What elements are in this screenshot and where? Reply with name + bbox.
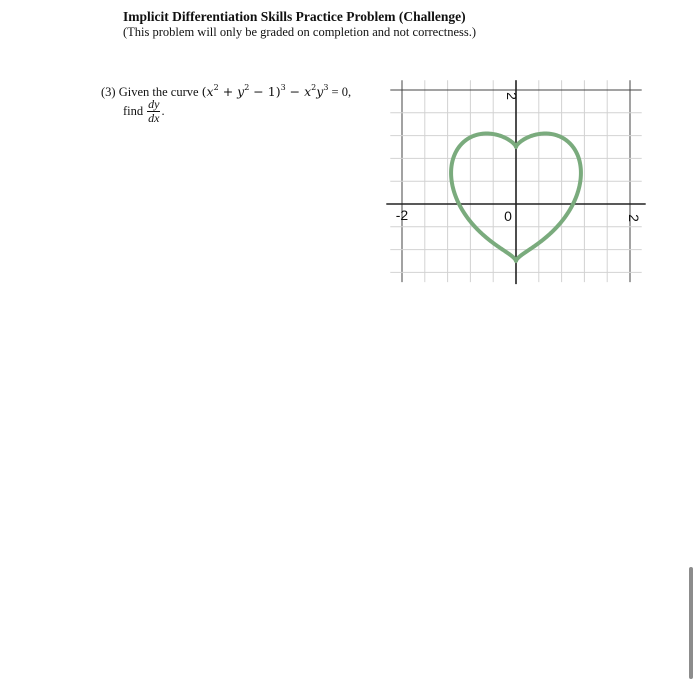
vertical-scrollbar[interactable] (689, 567, 693, 679)
tick-label-origin: 0 (504, 208, 512, 224)
heart-curve-graph (389, 78, 642, 278)
find-label: find (123, 104, 144, 118)
tick-label-x-neg-2: -2 (395, 207, 409, 223)
tick-label-y-pos-2: 2 (504, 92, 520, 100)
tick-label-x-pos-2: 2 (626, 214, 642, 222)
problem-question (123, 98, 165, 125)
sentence-period: . (161, 104, 165, 118)
fraction-denominator: dx (148, 111, 160, 125)
equation-rhs: = 0, (331, 85, 352, 99)
fraction-numerator: dy (148, 97, 160, 111)
curve-equation: $(x^2 + y^2 - 1)^3 - x^2y^3$ (201, 83, 329, 99)
page-subtitle: (This problem will only be graded on completion and not correctness.) (123, 25, 477, 39)
graph-svg (389, 78, 642, 273)
problem-intro: Given the curve (118, 85, 199, 99)
page-title: Implicit Differentiation Skills Practice Problem (Challenge) (123, 9, 466, 24)
problem-number: (3) (101, 85, 116, 99)
derivative-fraction (147, 98, 160, 125)
